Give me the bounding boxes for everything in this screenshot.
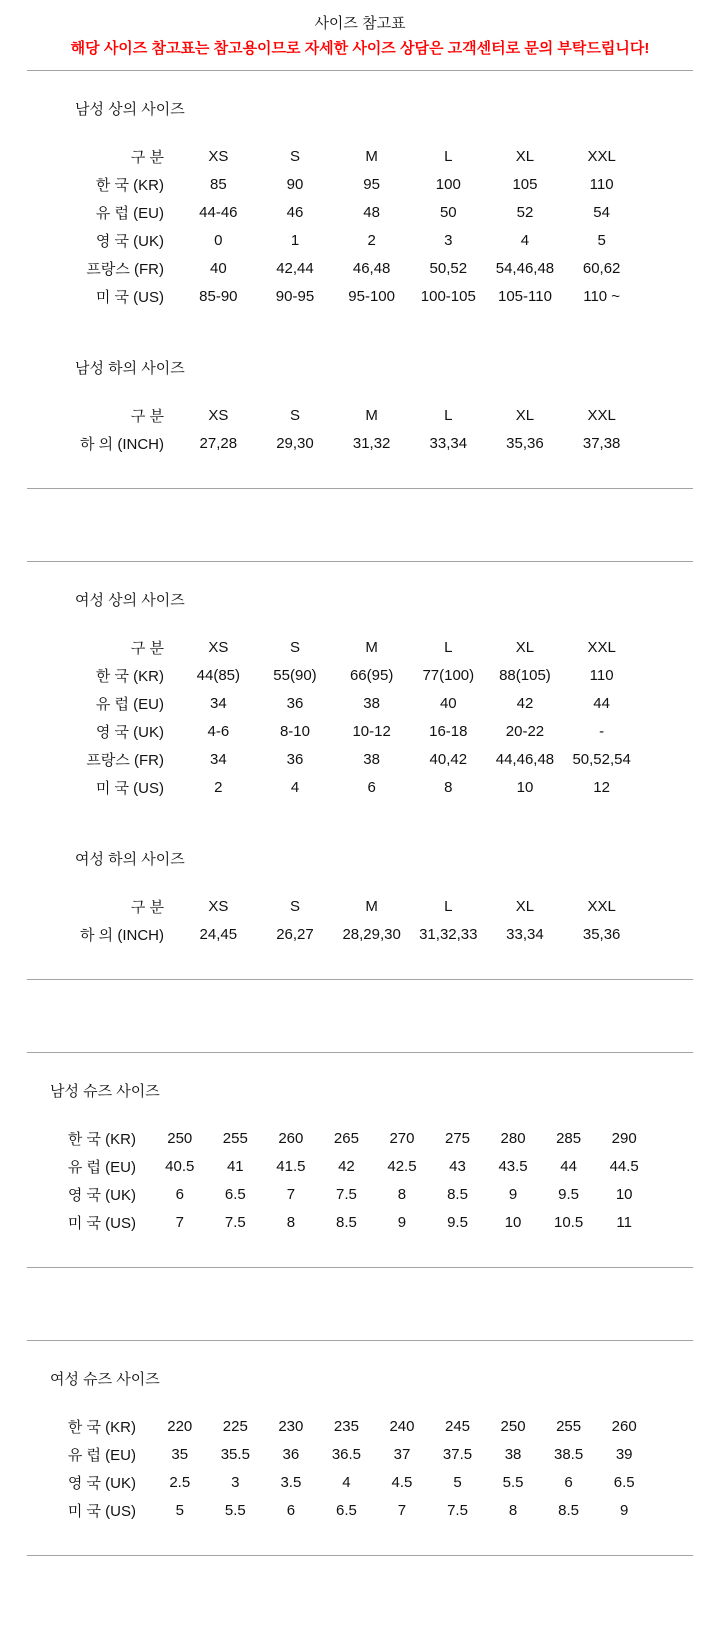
size-table-mens-tops — [50, 142, 640, 310]
row-label-cell: 영 국 (UK) — [95, 232, 164, 250]
value-cell: - — [599, 722, 605, 740]
value-cell: 43 — [449, 1157, 466, 1175]
section-title-mens-tops: 남성 상의 사이즈 — [75, 101, 185, 118]
row-label-cell: 영 국 (UK) — [67, 1474, 136, 1492]
value-cell: 44(85) — [196, 666, 240, 684]
value-cell: 3 — [231, 1473, 240, 1491]
value-cell: 1 — [290, 231, 300, 249]
section-title-womens-tops: 여성 상의 사이즈 — [75, 592, 185, 609]
row-label-cell: 영 국 (UK) — [67, 1186, 136, 1204]
value-cell: 7.5 — [224, 1213, 246, 1231]
value-cell: 40,42 — [429, 750, 468, 768]
header-cell: XS — [208, 406, 229, 424]
section-mens-tops — [0, 99, 720, 310]
section-title-mens-shoes: 남성 슈즈 사이즈 — [50, 1083, 160, 1100]
section-divider — [27, 1555, 693, 1556]
header-cell: L — [444, 406, 453, 424]
value-cell: 38.5 — [554, 1445, 584, 1463]
value-cell: 40.5 — [165, 1157, 195, 1175]
value-cell: 6 — [367, 778, 376, 796]
row-label-cell: 하 의 (INCH) — [80, 926, 164, 944]
header-label-cell: 구 분 — [130, 407, 164, 425]
value-cell: 42,44 — [276, 259, 314, 277]
value-cell: 225 — [222, 1417, 248, 1435]
value-cell: 7.5 — [447, 1501, 468, 1519]
section-womens-shoes — [0, 1369, 720, 1524]
header-cell: S — [289, 406, 300, 424]
value-cell: 220 — [167, 1417, 193, 1435]
header-label-cell: 구 분 — [130, 639, 164, 657]
value-cell: 77(100) — [422, 666, 475, 684]
value-cell: 10-12 — [352, 722, 391, 740]
value-cell: 4.5 — [391, 1473, 413, 1491]
value-cell: 16-18 — [429, 722, 468, 740]
value-cell: 33,34 — [506, 925, 544, 943]
value-cell: 46 — [286, 203, 304, 221]
header-cell: XL — [515, 147, 535, 165]
value-cell: 42 — [338, 1157, 355, 1175]
value-cell: 42.5 — [387, 1157, 417, 1175]
value-cell: 280 — [500, 1129, 526, 1147]
value-cell: 240 — [389, 1417, 415, 1435]
divider-gap — [0, 489, 720, 561]
value-cell: 5.5 — [224, 1501, 246, 1519]
header-cell: XL — [515, 638, 535, 656]
row-label-cell: 유 럽 (EU) — [95, 695, 164, 713]
table-row — [50, 429, 640, 457]
value-cell: 245 — [444, 1417, 471, 1435]
value-cell: 95-100 — [348, 287, 395, 305]
header-cell: M — [365, 638, 378, 656]
row-label-cell: 유 럽 (EU) — [67, 1446, 136, 1464]
row-label-cell: 한 국 (KR) — [95, 176, 164, 194]
value-cell: 40 — [439, 694, 457, 712]
value-cell: 230 — [278, 1417, 304, 1435]
size-group — [0, 1341, 720, 1555]
value-cell: 90-95 — [275, 287, 315, 305]
page-title: 사이즈 참고표 — [314, 15, 406, 32]
value-cell: 7 — [175, 1213, 184, 1231]
value-cell: 255 — [222, 1129, 248, 1147]
value-cell: 41.5 — [276, 1157, 306, 1175]
value-cell: 6 — [175, 1185, 184, 1203]
size-table-womens-shoes — [40, 1412, 652, 1524]
table-header-row — [50, 633, 640, 661]
header-cell: S — [289, 897, 300, 915]
header-cell: S — [289, 147, 300, 165]
value-cell: 31,32,33 — [419, 925, 478, 943]
value-cell: 6.5 — [224, 1185, 246, 1203]
table-header-row — [50, 892, 640, 920]
value-cell: 37.5 — [442, 1445, 473, 1463]
value-cell: 4 — [520, 231, 530, 249]
table-row — [40, 1496, 652, 1524]
value-cell: 52 — [516, 203, 534, 221]
value-cell: 50,52 — [429, 259, 468, 277]
value-cell: 4-6 — [207, 722, 230, 740]
value-cell: 85-90 — [199, 287, 238, 305]
value-cell: 9.5 — [558, 1185, 580, 1203]
value-cell: 40 — [209, 259, 227, 277]
size-table-mens-bottoms — [50, 401, 640, 457]
row-label-cell: 미 국 (US) — [95, 288, 164, 306]
value-cell: 10 — [504, 1213, 522, 1231]
table-row — [40, 1180, 652, 1208]
header-cell: XXL — [587, 897, 616, 915]
section-mens-shoes — [0, 1081, 720, 1236]
value-cell: 10 — [516, 778, 534, 796]
row-label-cell: 미 국 (US) — [67, 1214, 136, 1232]
value-cell: 38 — [363, 694, 380, 712]
section-mens-bottoms — [0, 358, 720, 457]
value-cell: 8 — [286, 1213, 296, 1231]
value-cell: 6.5 — [335, 1501, 357, 1519]
header-cell: L — [444, 147, 453, 165]
value-cell: 0 — [214, 231, 223, 249]
value-cell: 110 — [589, 175, 614, 193]
value-cell: 54 — [593, 203, 610, 221]
value-cell: 105 — [512, 175, 538, 193]
size-group — [0, 1053, 720, 1267]
table-row — [50, 773, 640, 801]
row-label-cell: 프랑스 (FR) — [86, 751, 164, 769]
value-cell: 24,45 — [199, 925, 238, 943]
value-cell: 6.5 — [613, 1473, 635, 1491]
value-cell: 105-110 — [497, 287, 552, 305]
size-table-groups — [0, 71, 720, 1556]
value-cell: 27,28 — [199, 434, 238, 452]
value-cell: 50 — [439, 203, 457, 221]
size-group — [0, 71, 720, 488]
header-cell: XXL — [587, 638, 616, 656]
table-row — [40, 1468, 652, 1496]
table-header-row — [50, 401, 640, 429]
table-row — [50, 745, 640, 773]
value-cell: 285 — [556, 1129, 582, 1147]
value-cell: 66(95) — [349, 666, 394, 684]
value-cell: 8.5 — [558, 1501, 580, 1519]
value-cell: 110 — [589, 666, 614, 684]
value-cell: 2.5 — [169, 1473, 191, 1491]
header-cell: XXL — [587, 406, 616, 424]
value-cell: 8 — [508, 1501, 518, 1519]
value-cell: 8.5 — [335, 1213, 357, 1231]
table-row — [40, 1124, 652, 1152]
row-label-cell: 미 국 (US) — [67, 1502, 136, 1520]
value-cell: 29,30 — [276, 434, 314, 452]
value-cell: 11 — [616, 1213, 632, 1231]
value-cell: 7.5 — [335, 1185, 357, 1203]
value-cell: 2 — [367, 231, 376, 249]
header-cell: S — [289, 638, 300, 656]
value-cell: 44,46,48 — [495, 750, 555, 768]
row-label-cell: 프랑스 (FR) — [86, 260, 164, 278]
value-cell: 7 — [286, 1185, 296, 1203]
table-row — [50, 170, 640, 198]
value-cell: 37 — [393, 1445, 411, 1463]
value-cell: 8-10 — [279, 722, 310, 740]
value-cell: 255 — [556, 1417, 582, 1435]
value-cell: 9 — [620, 1501, 629, 1519]
row-label-cell: 미 국 (US) — [95, 779, 164, 797]
value-cell: 100-105 — [420, 287, 476, 305]
value-cell: 35.5 — [220, 1445, 250, 1463]
value-cell: 5 — [597, 231, 606, 249]
section-womens-bottoms — [0, 849, 720, 948]
value-cell: 33,34 — [429, 434, 468, 452]
value-cell: 31,32 — [352, 434, 391, 452]
value-cell: 4 — [342, 1473, 351, 1491]
table-row — [50, 226, 640, 254]
value-cell: 44-46 — [199, 203, 238, 221]
value-cell: 8 — [444, 778, 453, 796]
value-cell: 5 — [453, 1473, 462, 1491]
value-cell: 100 — [435, 175, 461, 193]
value-cell: 5.5 — [502, 1473, 524, 1491]
value-cell: 38 — [363, 750, 380, 768]
value-cell: 90 — [286, 175, 304, 193]
header-cell: L — [444, 638, 453, 656]
value-cell: 3.5 — [280, 1473, 302, 1491]
row-label-cell: 한 국 (KR) — [67, 1130, 136, 1148]
value-cell: 3 — [444, 231, 453, 249]
table-row — [40, 1412, 652, 1440]
value-cell: 275 — [444, 1129, 471, 1147]
value-cell: 7 — [397, 1501, 407, 1519]
value-cell: 2 — [214, 778, 223, 796]
row-label-cell: 한 국 (KR) — [95, 667, 164, 685]
value-cell: 10 — [615, 1185, 633, 1203]
value-cell: 9 — [508, 1185, 518, 1203]
value-cell: 36 — [282, 1445, 300, 1463]
value-cell: 44 — [593, 694, 610, 712]
table-row — [40, 1440, 652, 1468]
value-cell: 35,36 — [506, 434, 544, 452]
size-group — [0, 562, 720, 979]
value-cell: 43.5 — [498, 1157, 528, 1175]
section-womens-tops — [0, 590, 720, 801]
value-cell: 36.5 — [331, 1445, 362, 1463]
value-cell: 110 ~ — [583, 287, 621, 305]
value-cell: 85 — [209, 175, 227, 193]
row-label-cell: 유 럽 (EU) — [67, 1158, 136, 1176]
value-cell: 250 — [500, 1417, 526, 1435]
header-cell: M — [365, 406, 378, 424]
table-row — [40, 1152, 652, 1180]
value-cell: 46,48 — [352, 259, 391, 277]
value-cell: 44 — [560, 1157, 577, 1175]
value-cell: 5 — [175, 1501, 184, 1519]
row-label-cell: 영 국 (UK) — [95, 723, 164, 741]
value-cell: 48 — [363, 203, 380, 221]
header-label-cell: 구 분 — [130, 148, 164, 166]
value-cell: 270 — [389, 1129, 415, 1147]
value-cell: 12 — [593, 778, 610, 796]
row-label-cell: 하 의 (INCH) — [80, 435, 164, 453]
notice-text: 해당 사이즈 참고표는 참고용이므로 자세한 사이즈 상담은 고객센터로 문의 부탁드립니다! — [70, 40, 650, 57]
table-row — [50, 920, 640, 948]
row-label-cell: 한 국 (KR) — [67, 1418, 136, 1436]
value-cell: 6 — [286, 1501, 296, 1519]
value-cell: 9.5 — [447, 1213, 468, 1231]
divider-gap — [0, 980, 720, 1052]
table-row — [50, 282, 640, 310]
value-cell: 8 — [397, 1185, 407, 1203]
value-cell: 290 — [611, 1129, 637, 1147]
value-cell: 39 — [615, 1445, 633, 1463]
header-cell: XXL — [587, 147, 616, 165]
section-title-womens-bottoms: 여성 하의 사이즈 — [75, 851, 185, 868]
value-cell: 35 — [171, 1445, 189, 1463]
value-cell: 54,46,48 — [495, 259, 555, 277]
divider-gap — [0, 1268, 720, 1340]
value-cell: 95 — [363, 175, 380, 193]
value-cell: 235 — [333, 1417, 359, 1435]
value-cell: 20-22 — [505, 722, 545, 740]
value-cell: 88(105) — [499, 666, 551, 684]
value-cell: 9 — [397, 1213, 407, 1231]
header-cell: XS — [208, 638, 229, 656]
size-table-mens-shoes — [40, 1124, 652, 1236]
value-cell: 250 — [167, 1129, 193, 1147]
header-label-cell: 구 분 — [130, 898, 164, 916]
row-label-cell: 유 럽 (EU) — [95, 204, 164, 222]
value-cell: 50,52,54 — [572, 750, 631, 768]
table-row — [50, 717, 640, 745]
table-header-row — [50, 142, 640, 170]
value-cell: 55(90) — [273, 666, 317, 684]
value-cell: 265 — [333, 1129, 359, 1147]
value-cell: 10.5 — [554, 1213, 584, 1231]
value-cell: 28,29,30 — [342, 925, 401, 943]
value-cell: 6 — [564, 1473, 573, 1491]
value-cell: 35,36 — [582, 925, 621, 943]
value-cell: 36 — [286, 750, 304, 768]
table-row — [40, 1208, 652, 1236]
value-cell: 260 — [278, 1129, 304, 1147]
table-row — [50, 661, 640, 689]
table-row — [50, 689, 640, 717]
value-cell: 42 — [516, 694, 534, 712]
value-cell: 60,62 — [582, 259, 621, 277]
size-table-womens-bottoms — [50, 892, 640, 948]
section-title-womens-shoes: 여성 슈즈 사이즈 — [50, 1371, 160, 1388]
header-cell: M — [365, 147, 378, 165]
table-row — [50, 198, 640, 226]
value-cell: 8.5 — [447, 1185, 468, 1203]
value-cell: 34 — [209, 750, 227, 768]
value-cell: 37,38 — [582, 434, 621, 452]
value-cell: 36 — [286, 694, 304, 712]
table-row — [50, 254, 640, 282]
value-cell: 41 — [226, 1157, 244, 1175]
value-cell: 4 — [290, 778, 300, 796]
header-cell: XL — [515, 406, 535, 424]
header-cell: XS — [208, 147, 229, 165]
header-cell: XL — [515, 897, 535, 915]
header-cell: M — [365, 897, 378, 915]
header-cell: XS — [208, 897, 229, 915]
header-cell: L — [444, 897, 453, 915]
size-table-womens-tops — [50, 633, 640, 801]
value-cell: 44.5 — [609, 1157, 639, 1175]
value-cell: 26,27 — [276, 925, 314, 943]
value-cell: 38 — [504, 1445, 522, 1463]
section-title-mens-bottoms: 남성 하의 사이즈 — [75, 360, 185, 377]
value-cell: 260 — [611, 1417, 637, 1435]
value-cell: 34 — [209, 694, 227, 712]
